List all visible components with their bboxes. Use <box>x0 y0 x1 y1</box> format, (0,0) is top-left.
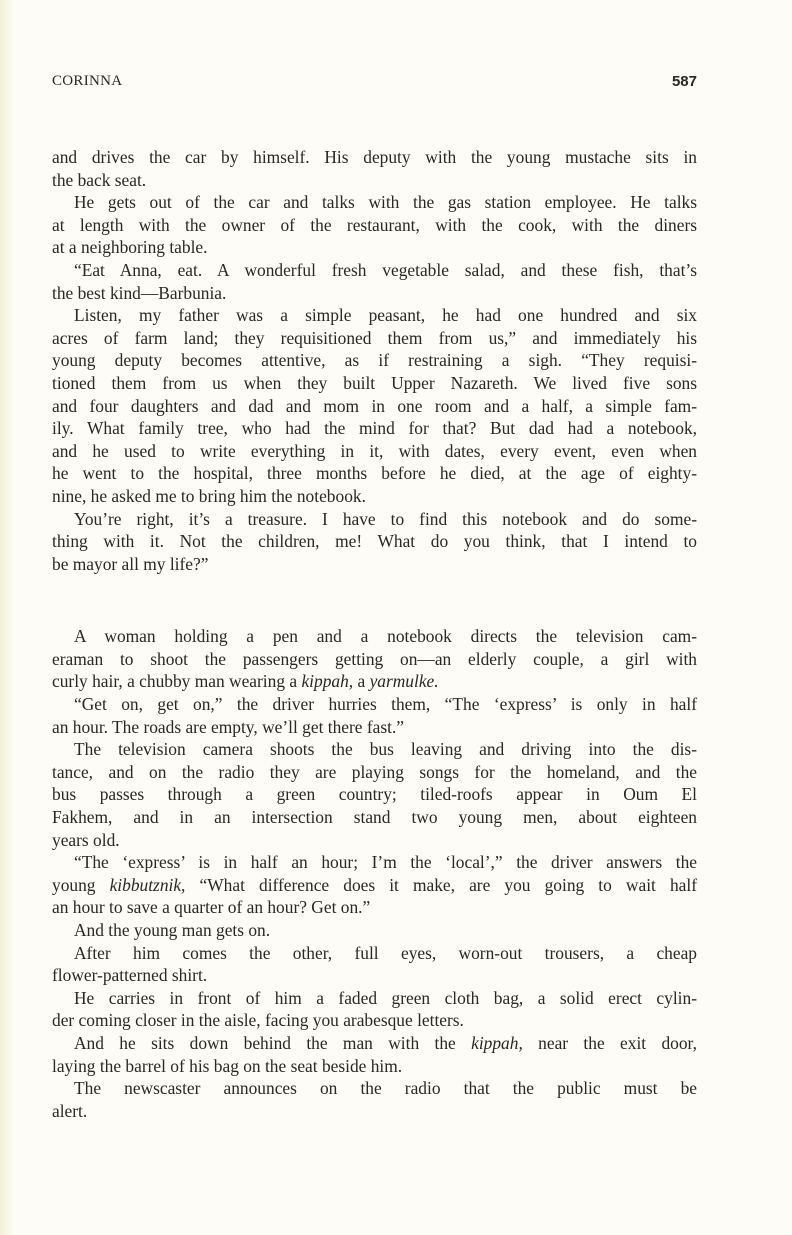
paragraph <box>52 625 697 693</box>
paragraph <box>52 191 697 259</box>
text-segment: an hour to save a quarter of an hour? Get on.” <box>52 897 371 918</box>
text-line <box>52 761 697 784</box>
paragraph <box>52 987 697 1032</box>
text-segment: young <box>52 874 110 895</box>
page-number: 587 <box>671 73 697 90</box>
text-segment: alert. <box>52 1100 88 1121</box>
text-segment: acres of farm land; they requisitioned them from us,” and immediately his <box>52 327 697 348</box>
text-segment: tance, and on the radio they are playing songs for the homeland, and the <box>52 761 697 782</box>
text-line <box>52 508 697 531</box>
text-segment: the back seat. <box>52 169 147 190</box>
text-segment: You’re right, it’s a treasure. I have to find this notebook and do some- <box>74 508 697 529</box>
text-segment: der coming closer in the aisle, facing you arabesque letters. <box>52 1010 464 1031</box>
paragraph <box>52 259 697 304</box>
text-segment: the best kind—Barbunia. <box>52 282 227 303</box>
paragraph <box>52 1077 697 1122</box>
text-segment: laying the barrel of his bag on the seat beside him. <box>52 1055 403 1076</box>
text-line <box>52 259 697 282</box>
section-break <box>52 575 697 625</box>
text-segment: bus passes through a green country; tiled-roofs appear in Oum El <box>52 784 697 805</box>
text-segment: he went to the hospital, three months before he died, at the age of eighty- <box>52 463 697 484</box>
text-line <box>52 964 697 987</box>
text-line <box>52 1100 697 1123</box>
text-line <box>52 146 697 169</box>
paragraph <box>52 304 697 507</box>
text-line <box>52 648 697 671</box>
running-head-title: CORINNA <box>52 73 123 89</box>
text-line <box>52 829 697 852</box>
paragraph <box>52 693 697 738</box>
italic-term: yarmulke. <box>369 671 439 692</box>
text-line <box>52 462 697 485</box>
text-segment: and four daughters and dad and mom in one room and a half, a simple fam- <box>52 395 697 416</box>
paragraph <box>52 508 697 576</box>
text-line <box>52 530 697 553</box>
text-segment: And the young man gets on. <box>74 920 271 940</box>
text-segment: Listen, my father was a simple peasant, he had one hundred and six <box>74 305 697 326</box>
text-segment: The newscaster announces on the radio that the public must be <box>74 1078 697 1099</box>
text-line <box>52 896 697 919</box>
text-line <box>52 942 697 965</box>
text-line <box>52 440 697 463</box>
text-line <box>52 625 697 648</box>
text-segment: After him comes the other, full eyes, worn-out trousers, a cheap <box>74 942 697 963</box>
text-line <box>52 874 697 897</box>
text-line <box>52 395 697 418</box>
text-segment: at a neighboring table. <box>52 237 208 258</box>
text-segment: thing with it. Not the children, me! What do you think, that I intend to <box>52 531 697 552</box>
text-line <box>52 485 697 508</box>
body-text <box>52 146 697 1122</box>
text-line <box>52 417 697 440</box>
text-segment: a <box>353 671 370 692</box>
text-line <box>52 1055 697 1078</box>
text-line <box>52 214 697 237</box>
text-line <box>52 806 697 829</box>
text-segment: The television camera shoots the bus leaving and driving into the dis- <box>74 739 697 760</box>
text-line <box>52 553 697 576</box>
text-segment: young deputy becomes attentive, as if restraining a sigh. “They requisi- <box>52 350 697 371</box>
paragraph <box>52 851 697 919</box>
text-segment: “The ‘express’ is in half an hour; I’m the ‘local’,” the driver answers the <box>74 852 697 873</box>
text-segment: Fakhem, and in an intersection stand two young men, about eighteen <box>52 807 697 828</box>
text-line <box>52 372 697 395</box>
text-line <box>52 716 697 739</box>
text-segment: years old. <box>52 829 120 850</box>
text-line <box>52 919 697 942</box>
text-segment: “What difference does it make, are you going to wait half <box>185 874 697 895</box>
italic-term: kibbutznik, <box>109 874 186 895</box>
text-segment: And he sits down behind the man with the <box>74 1032 472 1053</box>
text-segment: “Eat Anna, eat. A wonderful fresh vegetable salad, and these fish, that’s <box>74 259 697 280</box>
text-segment: curly hair, a chubby man wearing a <box>52 671 302 692</box>
text-line <box>52 191 697 214</box>
text-segment: nine, he asked me to bring him the notebook. <box>52 485 366 506</box>
text-segment: near the exit door, <box>522 1032 697 1053</box>
text-line <box>52 1009 697 1032</box>
text-segment: eraman to shoot the passengers getting on—an elderly couple, a girl with <box>52 648 697 669</box>
paragraph <box>52 1032 697 1077</box>
paragraph <box>52 738 697 851</box>
text-line <box>52 783 697 806</box>
running-head <box>52 73 697 93</box>
text-line <box>52 1077 697 1100</box>
text-segment: “Get on, get on,” the driver hurries them, “The ‘express’ is only in half <box>74 694 697 715</box>
text-line <box>52 282 697 305</box>
text-segment: flower-patterned shirt. <box>52 965 208 986</box>
text-line <box>52 670 697 693</box>
page-edge-shadow <box>0 0 14 1235</box>
paragraph <box>52 146 697 191</box>
text-line <box>52 327 697 350</box>
text-line <box>52 693 697 716</box>
text-segment: be mayor all my life?” <box>52 553 209 574</box>
text-segment: and he used to write everything in it, with dates, every event, even when <box>52 440 697 461</box>
text-segment: A woman holding a pen and a notebook directs the television cam- <box>74 626 697 647</box>
text-segment: at length with the owner of the restaurant, with the cook, with the diners <box>52 214 697 235</box>
italic-term: kippah, <box>301 671 354 692</box>
text-line <box>52 851 697 874</box>
paragraph <box>52 942 697 987</box>
text-line <box>52 169 697 192</box>
text-line <box>52 349 697 372</box>
text-segment: He carries in front of him a faded green cloth bag, a solid erect cylin- <box>74 987 697 1008</box>
text-segment: an hour. The roads are empty, we’ll get there fast.” <box>52 716 405 737</box>
text-line <box>52 738 697 761</box>
text-segment: and drives the car by himself. His deputy with the young mustache sits in <box>52 147 697 167</box>
text-segment: ily. What family tree, who had the mind for that? But dad had a notebook, <box>52 418 697 439</box>
text-segment: He gets out of the car and talks with the gas station employee. He talks <box>74 192 697 213</box>
text-segment: tioned them from us when they built Upper Nazareth. We lived five sons <box>52 372 697 393</box>
text-line <box>52 236 697 259</box>
text-line <box>52 304 697 327</box>
text-line <box>52 987 697 1010</box>
paragraph <box>52 919 697 942</box>
text-line <box>52 1032 697 1055</box>
italic-term: kippah, <box>471 1032 523 1053</box>
